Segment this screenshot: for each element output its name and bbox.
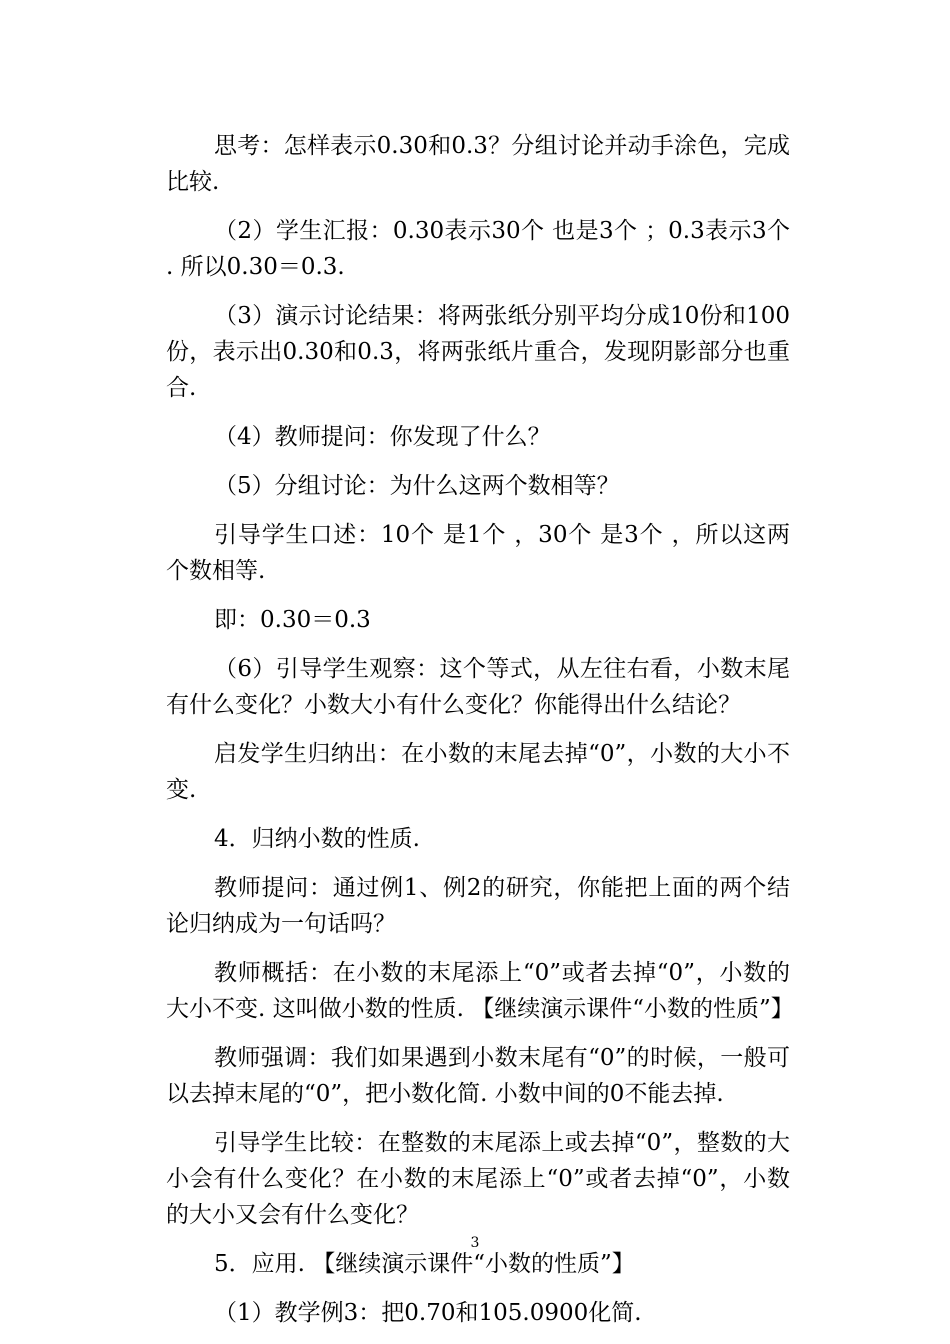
- paragraph-student-report: （2）学生汇报：0.30表示30个 也是3个 ；0.3表示3个 . 所以0.30＝0.3.: [166, 218, 790, 280]
- paragraph-demo-result: （3）演示讨论结果：将两张纸分别平均分成10份和100份，表示出0.30和0.3，将两张纸片重合，发现阴影部分也重合.: [166, 303, 790, 401]
- paragraph-teacher-summary: 教师概括：在小数的末尾添上“0”或者去掉“0”，小数的大小不变. 这叫做小数的性质. 【继续演示课件“小数的性质”】: [166, 960, 794, 1022]
- paragraph-example-3: （1）教学例3：把0.70和105.0900化简.: [214, 1300, 642, 1326]
- paragraph-teacher-question: （4）教师提问：你发现了什么？: [214, 424, 551, 450]
- paragraph-group-discussion: （5）分组讨论：为什么这两个数相等？: [214, 473, 620, 499]
- document-body: [166, 128, 794, 1344]
- paragraph-oral-statement: 引导学生口述：10个 是1个 ，30个 是3个 ，所以这两个数相等.: [166, 522, 790, 584]
- paragraph-section-4-heading: 4．归纳小数的性质.: [214, 826, 420, 852]
- paragraph-equation: 即：0.30＝0.3: [214, 607, 371, 633]
- paragraph-teacher-emphasis: 教师强调：我们如果遇到小数末尾有“0”的时候，一般可以去掉末尾的“0”，把小数化简. 小数中间的0不能去掉.: [166, 1045, 790, 1107]
- paragraph-think: 思考：怎样表示0.30和0.3？分组讨论并动手涂色，完成比较.: [166, 133, 790, 195]
- paragraph-section-5-heading: 5．应用. 【继续演示课件“小数的性质”】: [214, 1251, 635, 1277]
- paragraph-teacher-ask: 教师提问：通过例1、例2的研究，你能把上面的两个结论归纳成为一句话吗？: [166, 875, 790, 937]
- paragraph-observe: （6）引导学生观察：这个等式，从左往右看，小数末尾有什么变化？小数大小有什么变化？你能得出什么结论？: [166, 656, 790, 718]
- paragraph-conclusion: 启发学生归纳出：在小数的末尾去掉“0”，小数的大小不变.: [166, 741, 790, 803]
- paragraph-compare: 引导学生比较：在整数的末尾添上或去掉“0”，整数的大小会有什么变化？在小数的末尾添上“0”或者去掉“0”，小数的大小又会有什么变化？: [166, 1130, 790, 1228]
- page-number: 3: [470, 1235, 480, 1251]
